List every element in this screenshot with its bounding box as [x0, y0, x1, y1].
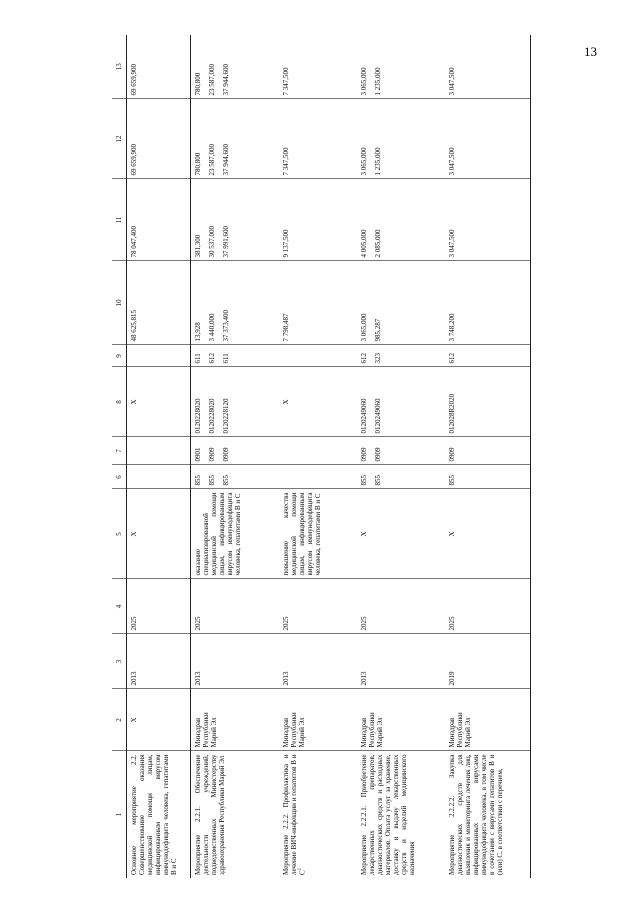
subrow-funding-2013: 985,287: [373, 318, 382, 342]
row-grbs-cell: 855: [445, 465, 531, 489]
budget-table: [112, 35, 531, 878]
row-funding-2015-cell: [357, 99, 445, 179]
subrow-vr: 612: [359, 353, 368, 364]
subrow-funding-2016: 780,800: [194, 72, 202, 96]
row-funding-2013-cell: [357, 261, 445, 345]
row-executor-cell: Минздрав Республики Марий Эл: [445, 689, 531, 751]
header-row: [112, 35, 127, 878]
row-funding-2014-cell: 3 047,500: [445, 179, 531, 261]
header-cell-col10: 10: [112, 261, 127, 345]
row-funding-2013-cell: 7 798,487: [279, 261, 357, 345]
row-direction-cell: оказание специализированной медицинской помощи лицам, инфицированным вирусом иммунодефицита человека, гепатитами В и С: [191, 489, 279, 579]
row-start-year-cell: 2013: [357, 634, 445, 689]
row-csr-cell: 012028R2020: [445, 367, 531, 437]
table-row-main-event-2-2: [127, 35, 191, 878]
footnote-marker: 1: [297, 867, 303, 871]
subrow-grbs: 855: [359, 475, 368, 486]
subrow-csr: 0120228020: [208, 398, 216, 434]
row-rzpr-cell: [191, 437, 279, 465]
subrow-funding-2014: 4 005,000: [359, 229, 368, 258]
subrow-vr: 323: [373, 353, 382, 364]
header-cell-col7: 7: [112, 437, 127, 465]
subrow-rzpr: 0909: [359, 447, 368, 462]
subrow-csr: 0120228120: [222, 398, 230, 434]
header-cell-col9: 9: [112, 345, 127, 367]
row-funding-2013-cell: 48 625,815: [127, 261, 191, 345]
row-vr-cell: [357, 345, 445, 367]
table-row-event-2-2-2-1: [357, 35, 445, 878]
header-cell-col1: 1: [112, 751, 127, 878]
row-direction-cell: X: [127, 489, 191, 579]
subrow-vr: 611: [222, 353, 230, 364]
row-funding-2015-cell: 3 047,500: [445, 99, 531, 179]
subrow-funding-2016: 37 944,600: [222, 64, 230, 96]
row-start-year-cell: 2013: [127, 634, 191, 689]
rotated-table-wrapper: [112, 35, 528, 878]
header-cell-col3: 3: [112, 634, 127, 689]
row-end-year-cell: 2025: [357, 579, 445, 634]
subrow-rzpr: 0909: [373, 447, 382, 462]
row-vr-cell: [127, 345, 191, 367]
subrow-grbs: 855: [373, 475, 382, 486]
row-grbs-cell: [191, 465, 279, 489]
row-rzpr-cell: [127, 437, 191, 465]
subrow-funding-2013: 3 440,000: [208, 313, 216, 342]
subrow-rzpr: 0901: [194, 447, 202, 462]
row-funding-2014-cell: [357, 179, 445, 261]
row-name-cell: Мероприятие 2.2.1. Обеспечение деятельности учреждений, подведомственных Министерству здравоохранения Республики Марий Эл: [191, 751, 279, 878]
row-start-year-cell: 2013: [279, 634, 357, 689]
row-name-cell: Мероприятие 2.2.2.1. Приобретение лекарственных препаратов, диагностических средств и расходных материалов. Оплата услуг за хранение, доставку и выдачу лекарственных средств и изделий медицинского назначения: [357, 751, 445, 878]
subrow-funding-2015: 37 944,600: [222, 144, 230, 176]
row-funding-2016-cell: [191, 35, 279, 99]
row-name-cell: Мероприятие 2.2.2.2. Закупка диагностических средств для выявления и мониторинга лечения лиц, инфицированных вирусами иммунодефицита человека, в том числе в сочетании с вирусами гепатитов В и (или) С, в соответствии с перечнем,: [445, 751, 531, 878]
header-cell-col12: 12: [112, 99, 127, 179]
page-number: 13: [584, 44, 597, 59]
subrow-funding-2014: 381,300: [194, 234, 202, 258]
row-rzpr-cell: [279, 437, 357, 465]
row-funding-2014-cell: [191, 179, 279, 261]
header-cell-col6: 6: [112, 465, 127, 489]
row-rzpr-cell: 0909: [445, 437, 531, 465]
subrow-funding-2015: 780,800: [194, 152, 202, 176]
row-executor-cell: X: [127, 689, 191, 751]
row-rzpr-cell: [357, 437, 445, 465]
subrow-rzpr: 0909: [208, 447, 216, 462]
row-funding-2016-cell: 7 347,500: [281, 67, 290, 96]
subrow-funding-2013: 3 065,000: [359, 313, 368, 342]
row-end-year-cell: 2025: [191, 579, 279, 634]
row-funding-2014-cell: 9 137,500: [279, 179, 357, 261]
subrow-funding-2013: 13,928: [194, 322, 202, 342]
row-funding-2015-cell: 7 347,500: [279, 99, 357, 179]
row-end-year-cell: 2025: [279, 579, 357, 634]
subrow-funding-2015: 23 587,000: [208, 144, 216, 176]
subrow-funding-2015: 1 235,000: [373, 147, 382, 176]
row-executor-cell: Минздрав Республики Марий Эл: [279, 689, 357, 751]
row-csr-cell: X: [127, 367, 191, 437]
row-name-cell: Основное мероприятие 2.2. Совершенствование оказания медицинской помощи лицам, инфицированным вирусом иммунодефицита человека, гепатитами В и С: [127, 751, 191, 878]
row-vr-cell: [191, 345, 279, 367]
row-funding-2016-cell: 3 047,500: [445, 35, 531, 99]
row-funding-2013-cell: 3 748,200: [445, 261, 531, 345]
row-name-text: Мероприятие 2.2.2. Профилактика и лечение ВИЧ-инфекции и гепатитов В и С: [281, 754, 306, 875]
table-row-event-2-2-1: [191, 35, 279, 878]
subrow-funding-2016: 1 235,000: [373, 67, 382, 96]
row-grbs-cell: [357, 465, 445, 489]
subrow-funding-2013: 37 373,400: [222, 310, 230, 342]
row-vr-cell: [279, 345, 357, 367]
subrow-grbs: 855: [222, 475, 230, 486]
subrow-funding-2016: 3 065,000: [359, 67, 368, 96]
subrow-csr: 0120228020: [194, 398, 202, 434]
row-csr-cell: X: [279, 367, 357, 437]
header-cell-col8: 8: [112, 367, 127, 437]
header-cell-col11: 11: [112, 179, 127, 261]
row-csr-cell: [191, 367, 279, 437]
row-direction-cell: X: [357, 489, 445, 579]
header-cell-col2: 2: [112, 689, 127, 751]
row-start-year-cell: 2019: [445, 634, 531, 689]
subrow-funding-2014: 30 537,000: [208, 226, 216, 258]
row-direction-cell: повышение качества медицинской помощи лицам, инфицированным вирусом иммунодефицита человека, гепатитами В и С: [279, 489, 357, 579]
row-grbs-cell: [127, 465, 191, 489]
row-funding-2013-cell: [191, 261, 279, 345]
row-direction-cell: X: [445, 489, 531, 579]
subrow-funding-2016: 23 587,000: [208, 64, 216, 96]
row-start-year-cell: 2013: [191, 634, 279, 689]
row-executor-cell: Минздрав Республики Марий Эл: [357, 689, 445, 751]
row-funding-2014-cell: 78 047,400: [127, 179, 191, 261]
subrow-funding-2014: 37 991,600: [222, 226, 230, 258]
row-funding-2015-cell: [191, 99, 279, 179]
row-end-year-cell: 2025: [445, 579, 531, 634]
subrow-grbs: 855: [194, 475, 202, 486]
table-row-event-2-2-2: [279, 35, 357, 878]
subrow-vr: 611: [194, 353, 202, 364]
row-name-cell: [279, 751, 357, 878]
row-csr-cell: [357, 367, 445, 437]
header-cell-col13: 13: [112, 35, 127, 99]
row-funding-2016-cell: [357, 35, 445, 99]
row-funding-2015-cell: 69 659,900: [127, 99, 191, 179]
row-end-year-cell: 2025: [127, 579, 191, 634]
header-cell-col5: 5: [112, 489, 127, 579]
row-executor-cell: Минздрав Республики Марий Эл: [191, 689, 279, 751]
header-cell-col4: 4: [112, 579, 127, 634]
subrow-csr: 0120249060: [359, 398, 368, 434]
subrow-rzpr: 0909: [222, 447, 230, 462]
row-vr-cell: 612: [445, 345, 531, 367]
row-grbs-cell: [279, 465, 357, 489]
table-row-event-2-2-2-2: [445, 35, 531, 878]
row-funding-2016-cell: 69 659,900: [127, 35, 191, 99]
subrow-funding-2015: 3 065,000: [359, 147, 368, 176]
subrow-funding-2014: 2 085,000: [373, 229, 382, 258]
subrow-csr: 0120249060: [373, 398, 382, 434]
subrow-grbs: 855: [208, 475, 216, 486]
subrow-vr: 612: [208, 353, 216, 364]
